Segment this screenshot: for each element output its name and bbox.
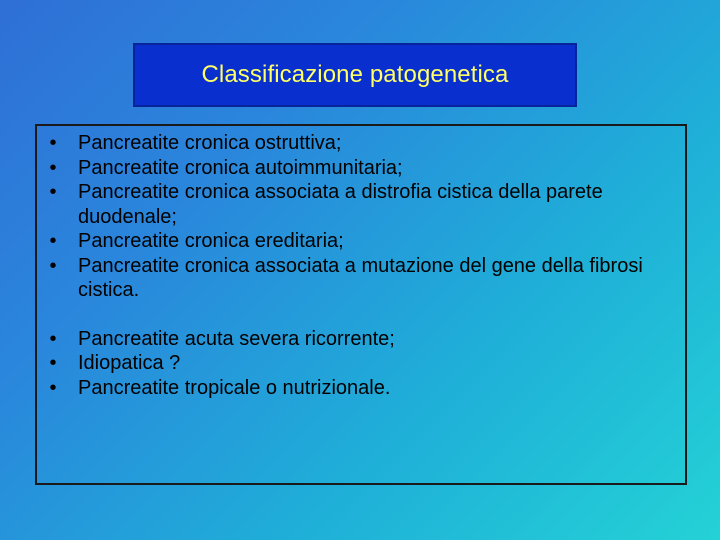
bullet-list (43, 131, 685, 303)
bullet-list (43, 327, 685, 401)
list-item-text: Pancreatite cronica ostruttiva; (78, 132, 342, 154)
bullet-icon: • (49, 230, 57, 252)
list-item-text: Pancreatite cronica associata a mutazione del gene della fibrosi cistica. (78, 254, 643, 301)
list-item (43, 351, 685, 376)
bullet-icon: • (49, 327, 57, 350)
list-item (43, 180, 685, 229)
title-box (133, 43, 577, 107)
list-item-text: Idiopatica ? (78, 352, 181, 374)
list-item (43, 156, 685, 181)
bullet-icon: • (49, 376, 57, 399)
list-item-text: Pancreatite cronica autoimmunitaria; (78, 156, 403, 179)
slide-title: Classificazione patogenetica (201, 61, 509, 88)
bullet-icon: • (49, 181, 57, 203)
list-item-text: Pancreatite cronica ereditaria; (78, 230, 344, 252)
list-item-text: Pancreatite cronica associata a distrofia cistica della parete duodenale; (78, 181, 603, 228)
list-item (43, 327, 685, 352)
list-item (43, 376, 685, 401)
bullet-icon: • (49, 254, 57, 277)
list-item (43, 131, 685, 156)
spacer (43, 303, 685, 327)
list-item (43, 229, 685, 254)
list-item (43, 254, 685, 303)
bullet-icon: • (49, 352, 57, 374)
bullet-icon: • (49, 156, 57, 179)
list-item-text: Pancreatite acuta severa ricorrente; (78, 327, 395, 350)
list-item-text: Pancreatite tropicale o nutrizionale. (78, 376, 391, 399)
content-box (35, 124, 687, 485)
bullet-icon: • (49, 132, 57, 154)
